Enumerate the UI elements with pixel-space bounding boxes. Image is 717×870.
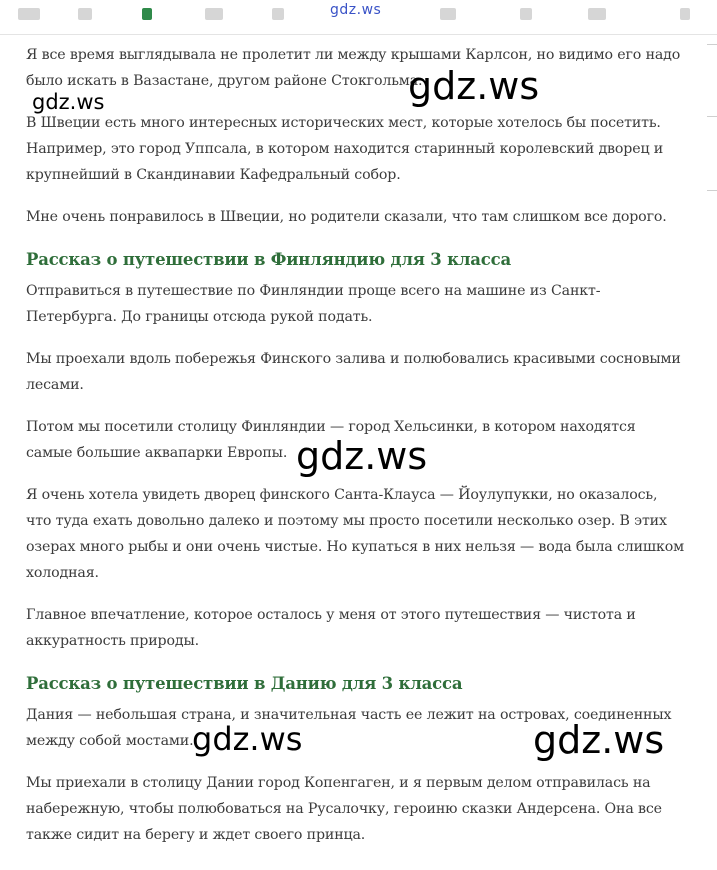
article-body (26, 42, 686, 864)
right-edge-marks (705, 40, 717, 200)
cropped-site-header (0, 0, 717, 38)
paragraph: Я все время выглядывала не пролетит ли между крышами Карлсон, но видимо его надо было искать в Вазастане, другом районе Стокгольма. (26, 47, 681, 89)
header-fragment (78, 8, 92, 20)
header-fragment (18, 8, 40, 20)
paragraph: Мы приехали в столицу Дании город Копенгаген, и я первым делом отправилась на набережную, чтобы полюбоваться на Русалочку, героиню сказки Андерсена. Она все также сидит на берегу и ждет своего принца. (26, 775, 662, 843)
header-fragment (520, 8, 532, 20)
watermark: gdz.ws (296, 434, 428, 478)
header-fragment (205, 8, 223, 20)
header-divider (0, 34, 717, 35)
paragraph: Отправиться в путешествие по Финляндии проще всего на машине из Санкт-Петербурга. До границы отсюда рукой подать. (26, 283, 601, 325)
paragraph: Дания — небольшая страна, и значительная часть ее лежит на островах, соединенных между собой мостами. (26, 707, 672, 749)
paragraph: Потом мы посетили столицу Финляндии — город Хельсинки, в котором находятся самые большие аквапарки Европы. (26, 419, 636, 461)
header-fragment (272, 8, 284, 20)
header-fragment (588, 8, 606, 20)
paragraph: В Швеции есть много интересных исторических мест, которые хотелось бы посетить. Например, это город Уппсала, в котором находится старинный королевский дворец и крупнейший в Скандинавии Кафедральный собор. (26, 115, 664, 183)
watermark: gdz.ws (533, 718, 665, 762)
section-heading-finland: Рассказ о путешествии в Финляндию для 3 класса (26, 250, 511, 269)
header-fragment (680, 8, 690, 20)
header-fragment (440, 8, 456, 20)
paragraph: Главное впечатление, которое осталось у меня от этого путешествия — чистота и аккуратность природы. (26, 607, 636, 649)
watermark: gdz.ws (408, 64, 540, 108)
paragraph: Я очень хотела увидеть дворец финского Санта-Клауса — Йоулупукки, но оказалось, что туда ехать довольно далеко и поэтому мы просто посетили несколько озер. В этих озерах много рыбы и они очень чистые. Но купаться в них нельзя — вода была слишком холодная. (26, 487, 684, 581)
section-heading-denmark: Рассказ о путешествии в Данию для 3 класса (26, 674, 463, 693)
header-fragment-green (142, 8, 152, 20)
watermark-top: gdz.ws (330, 2, 382, 18)
watermark: gdz.ws (32, 90, 105, 114)
watermark: gdz.ws (192, 720, 303, 758)
paragraph: Мне очень понравилось в Швеции, но родители сказали, что там слишком все дорого. (26, 209, 667, 225)
paragraph: Мы проехали вдоль побережья Финского залива и полюбовались красивыми сосновыми лесами. (26, 351, 681, 393)
